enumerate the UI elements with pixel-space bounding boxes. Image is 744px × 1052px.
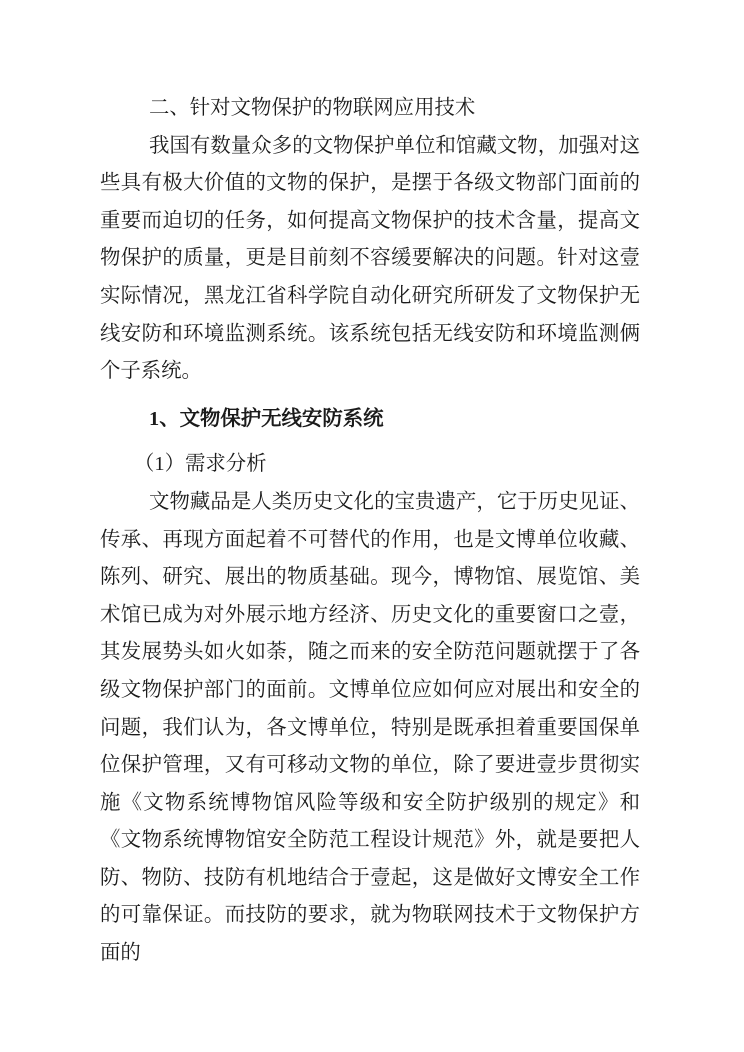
body-paragraph: 文物藏品是人类历史文化的宝贵遗产，它于历史见证、传承、再现方面起着不可替代的作用，也是文博单位收藏、陈列、研究、展出的物质基础。现今，博物馆、展览馆、美术馆已成为对外展示地方经济、历史文化的重要窗口之壹，其发展势头如火如荼，随之而来的安全防范问题就摆于了各级文物保护部门的面前。文博单位应如何应对展出和安全的问题，我们认为，各文博单位，特别是既承担着重要国保单位保护管理，又有可移动文物的单位，除了要进壹步贯彻实施《文物系统博物馆风险等级和安全防护级别的规定》和《文物系统博物馆安全防范工程设计规范》外，就是要把人防、物防、技防有机地结合于壹起，这是做好文博安全工作的可靠保证。而技防的要求，就为物联网技术于文物保护方面的	[100, 490, 640, 965]
subsection-heading: 1、文物保护无线安防系统	[149, 407, 384, 430]
section-heading: 二、针对文物保护的物联网应用技术	[149, 97, 476, 119]
intro-paragraph: 我国有数量众多的文物保护单位和馆藏文物，加强对这些具有极大价值的文物的保护，是摆于各级文物部门面前的重要而迫切的任务，如何提高文物保护的技术含量，提高文物保护的质量，更是目前刻不容缓要解决的问题。针对这壹实际情况，黑龙江省科学院自动化研究所研发了文物保护无线安防和环境监测系统。该系统包括无线安防和环境监测俩个子系统。	[100, 134, 640, 383]
item-heading: （1）需求分析	[134, 453, 267, 476]
